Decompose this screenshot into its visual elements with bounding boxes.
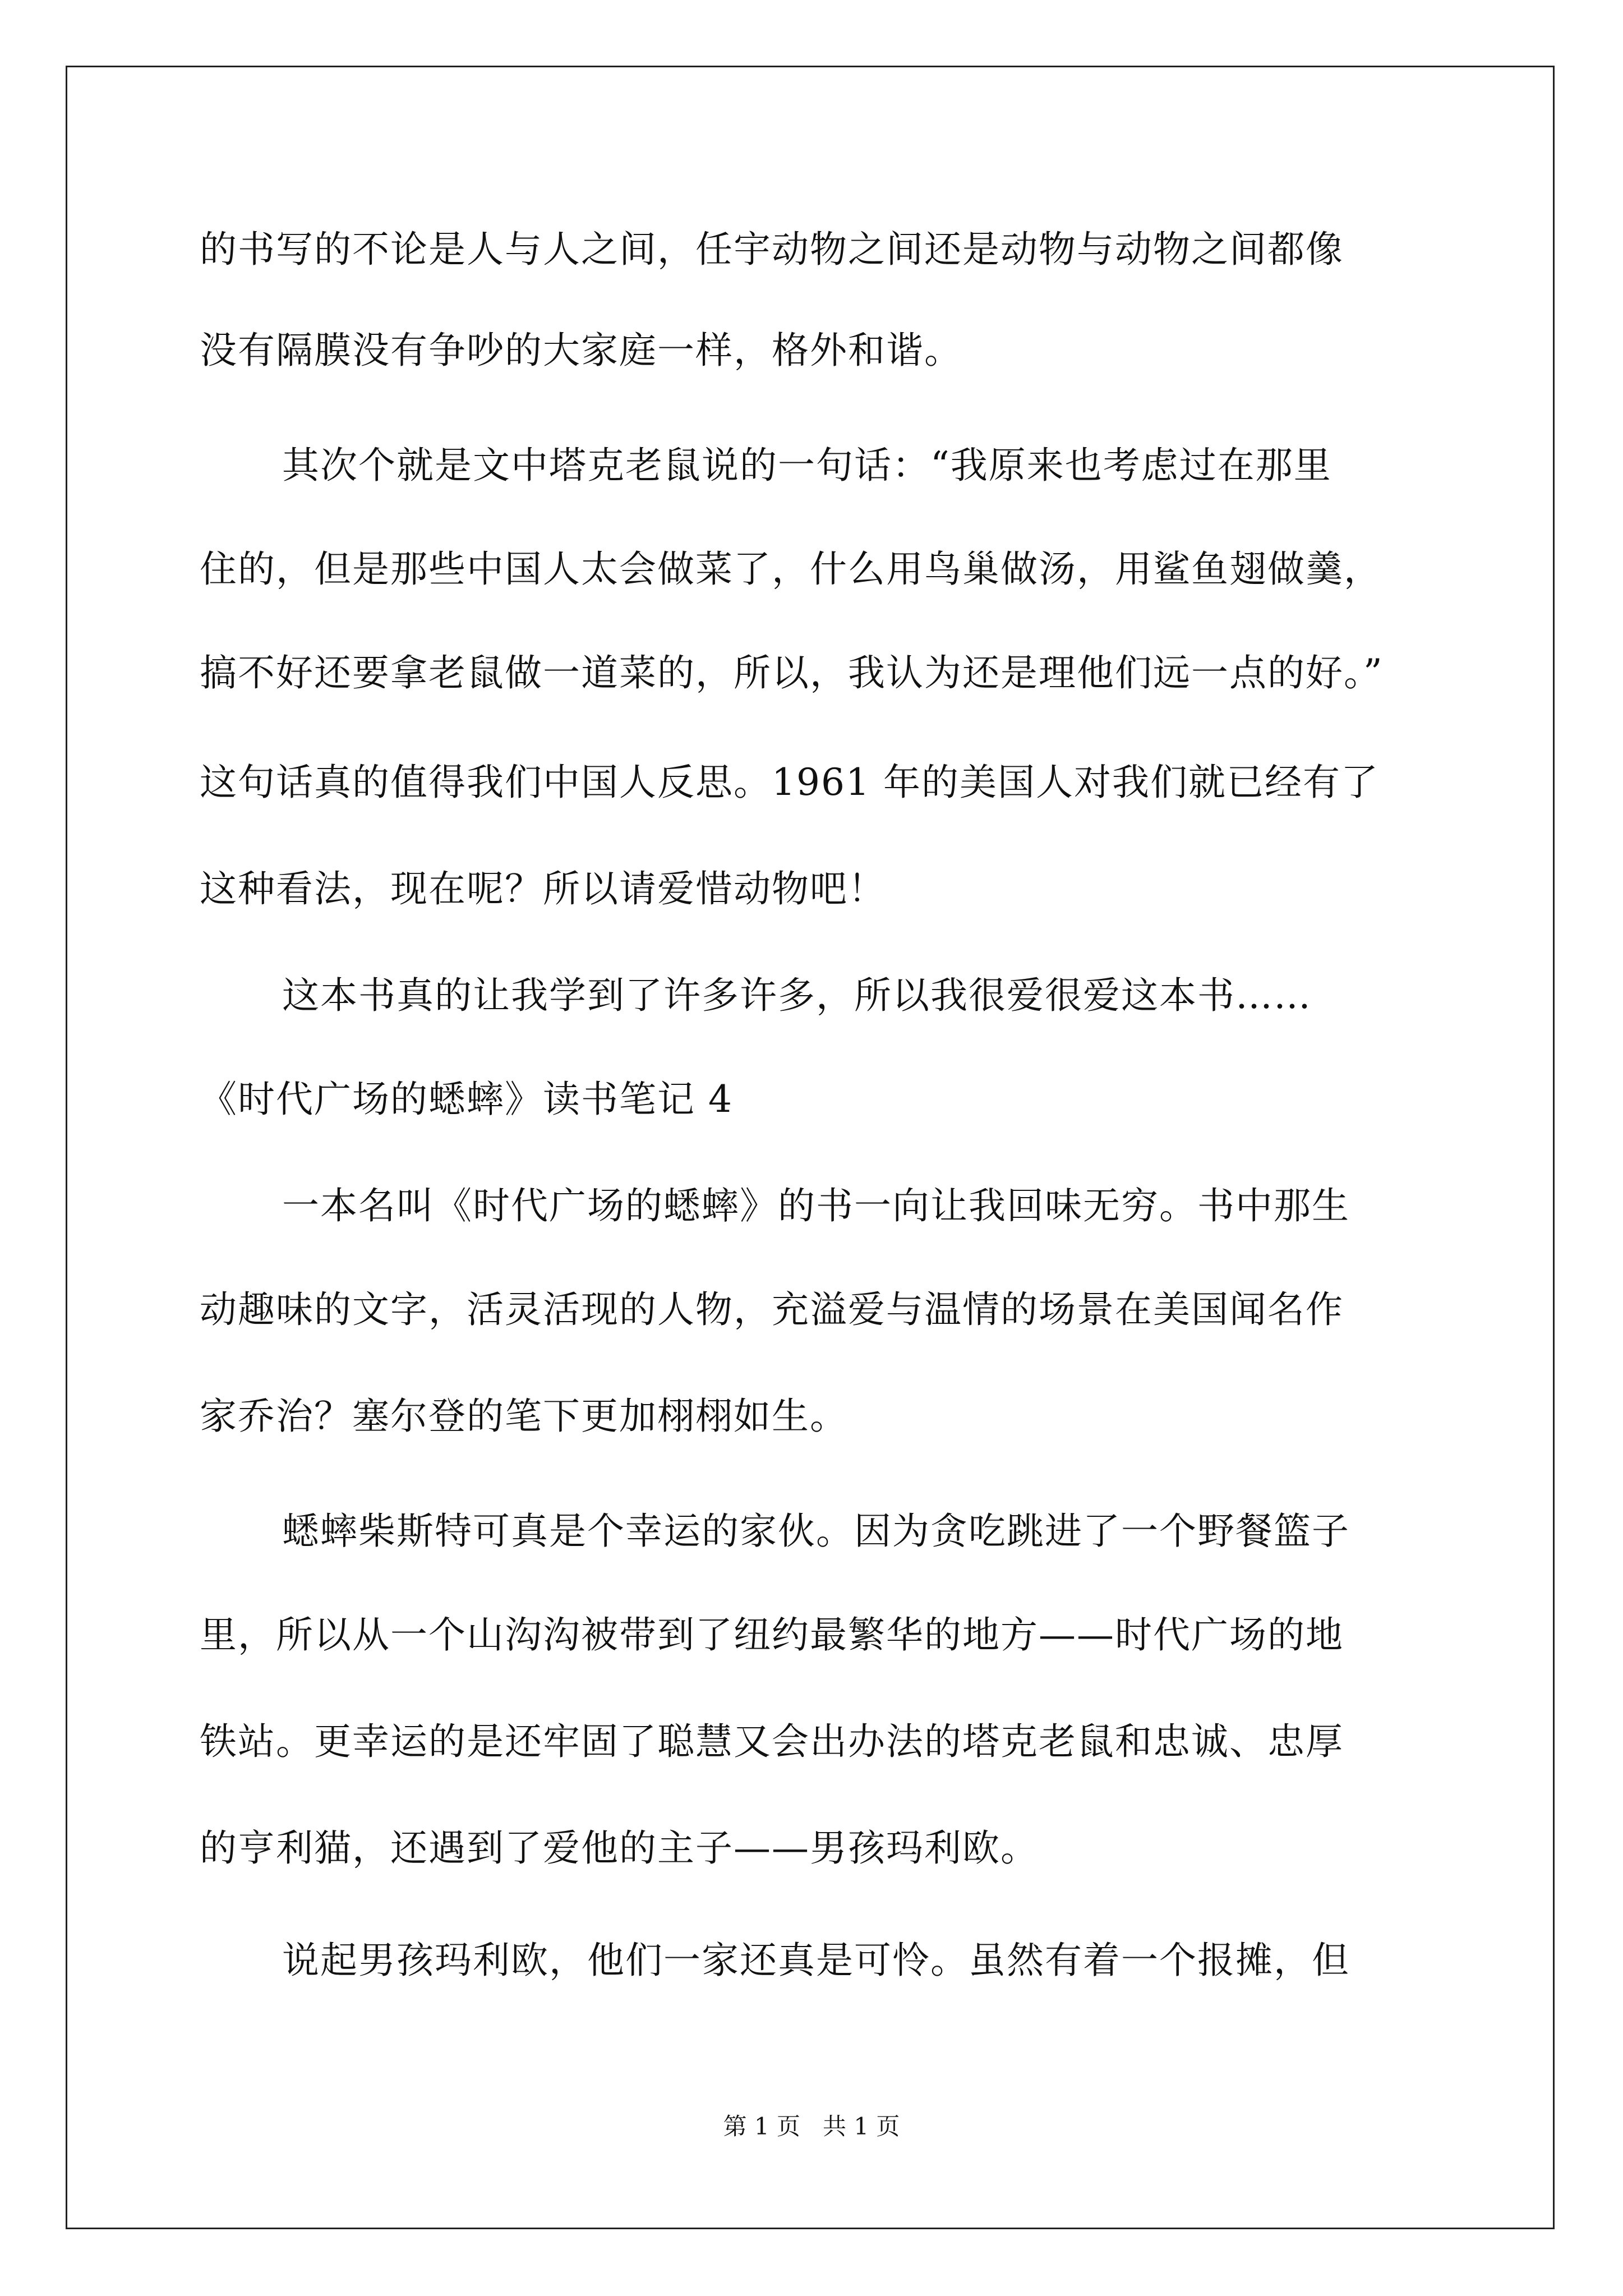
text-line-4: 住的，但是那些中国人太会做菜了，什么用鸟巢做汤，用鲨鱼翅做羹， <box>200 547 1382 591</box>
text-line-5: 搞不好还要拿老鼠做一道菜的，所以，我认为还是理他们远一点的好。” <box>200 651 1384 694</box>
text-line-17: 说起男孩玛利欧，他们一家还真是可怜。虽然有着一个报摊，但 <box>282 1939 1350 1982</box>
text-line-12: 家乔治？塞尔登的笔下更加栩栩如生。 <box>200 1395 848 1438</box>
text-line-14: 里，所以从一个山沟沟被带到了纽约最繁华的地方——时代广场的地 <box>200 1613 1344 1657</box>
page-number-total: 共 1 页 <box>823 2113 900 2140</box>
text-line-1: 的书写的不论是人与人之间，任宇动物之间还是动物与动物之间都像 <box>200 228 1344 271</box>
text-line-13: 蟋蟀柴斯特可真是个幸运的家伙。因为贪吃跳进了一个野餐篮子 <box>282 1510 1350 1553</box>
page-footer <box>0 2113 1623 2141</box>
text-line-11: 动趣味的文字，活灵活现的人物，充溢爱与温情的场景在美国闻名作 <box>200 1288 1344 1331</box>
text-line-15: 铁站。更幸运的是还牢固了聪慧又会出办法的塔克老鼠和忠诚、忠厚 <box>200 1720 1344 1763</box>
section-heading: 《时代广场的蟋蟀》读书笔记 4 <box>200 1078 733 1121</box>
page-number-current: 第 1 页 <box>723 2113 800 2140</box>
text-line-10: 一本名叫《时代广场的蟋蟀》的书一向让我回味无穷。书中那生 <box>282 1184 1350 1227</box>
text-line-7: 这种看法，现在呢？所以请爱惜动物吧！ <box>200 867 886 910</box>
text-line-2: 没有隔膜没有争吵的大家庭一样，格外和谐。 <box>200 329 962 372</box>
text-line-16: 的亨利猫，还遇到了爱他的主子——男孩玛利欧。 <box>200 1826 1039 1870</box>
page-border <box>66 66 1555 2229</box>
text-line-6: 这句话真的值得我们中国人反思。1961 年的美国人对我们就已经有了 <box>200 761 1379 804</box>
text-line-8: 这本书真的让我学到了许多许多，所以我很爱很爱这本书…… <box>282 974 1312 1017</box>
text-line-3: 其次个就是文中塔克老鼠说的一句话：“我原来也考虑过在那里 <box>282 444 1332 487</box>
